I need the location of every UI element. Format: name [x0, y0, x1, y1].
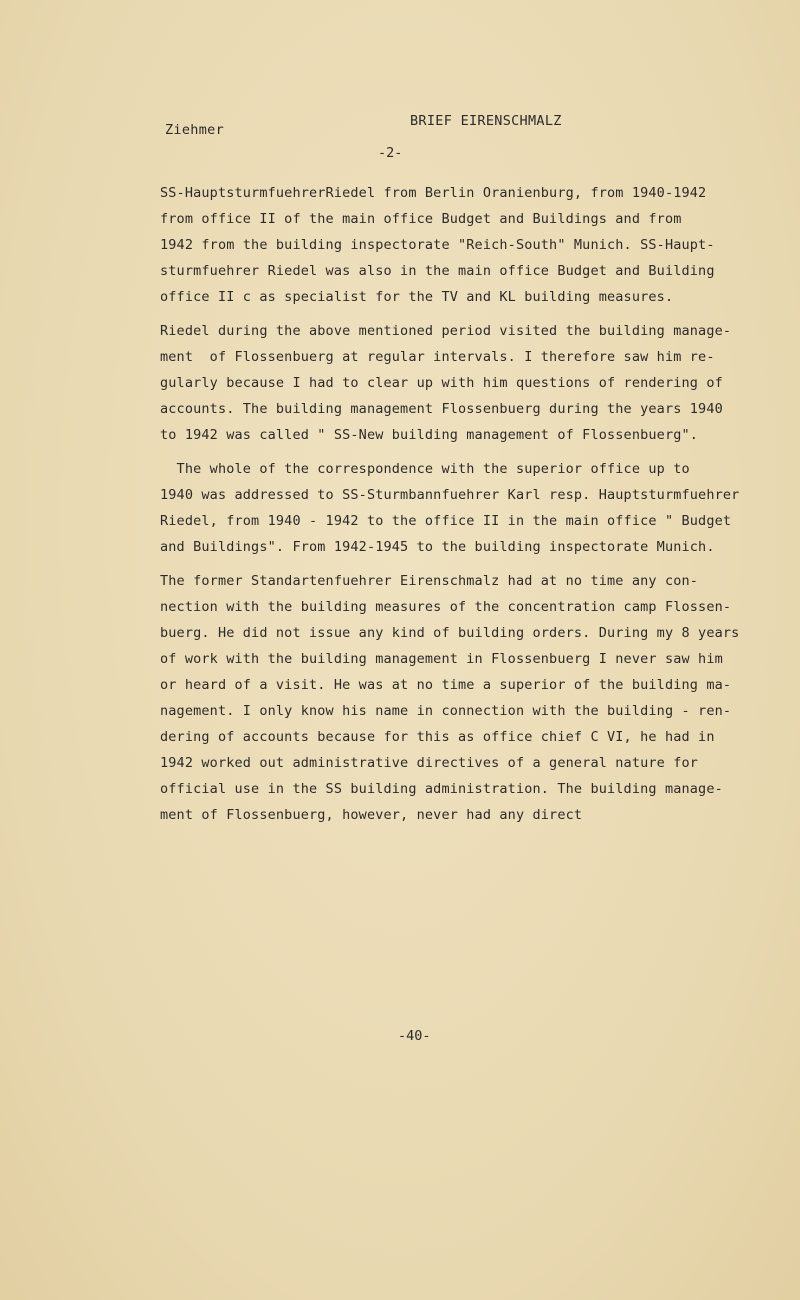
- document-body: [160, 180, 760, 828]
- header-author: Ziehmer: [165, 122, 224, 138]
- header-title: BRIEF EIRENSCHMALZ: [410, 113, 562, 129]
- text-line: accounts. The building management Flossenbuerg during the years 1940: [160, 401, 723, 417]
- text-line: from office II of the main office Budget and Buildings and from: [160, 211, 682, 227]
- text-line: SS-HauptsturmfuehrerRiedel from Berlin Oranienburg, from 1940-1942: [160, 185, 707, 201]
- paragraph-1: [160, 180, 760, 310]
- text-line: The former Standartenfuehrer Eirenschmalz had at no time any con-: [160, 573, 699, 589]
- text-line: 1940 was addressed to SS-Sturmbannfuehrer Karl resp. Hauptsturmfuehrer: [160, 487, 740, 503]
- text-line: to 1942 was called " SS-New building management of Flossenbuerg".: [160, 427, 699, 443]
- text-line: and Buildings". From 1942-1945 to the building inspectorate Munich.: [160, 539, 715, 555]
- text-line: ment of Flossenbuerg, however, never had any direct: [160, 807, 583, 823]
- text-line: dering of accounts because for this as office chief C VI, he had in: [160, 729, 715, 745]
- text-line: of work with the building management in Flossenbuerg I never saw him: [160, 651, 723, 667]
- paragraph-4: [160, 568, 760, 828]
- paragraph-2: [160, 318, 760, 448]
- text-line: nection with the building measures of the concentration camp Flossen-: [160, 599, 732, 615]
- text-line: The whole of the correspondence with the superior office up to: [160, 461, 690, 477]
- text-line: nagement. I only know his name in connection with the building - ren-: [160, 703, 732, 719]
- text-line: official use in the SS building administration. The building manage-: [160, 781, 723, 797]
- text-line: Riedel, from 1940 - 1942 to the office II in the main office " Budget: [160, 513, 732, 529]
- text-line: office II c as specialist for the TV and KL building measures.: [160, 289, 674, 305]
- text-line: 1942 worked out administrative directives of a general nature for: [160, 755, 699, 771]
- page-number: -2-: [378, 145, 403, 161]
- text-line: 1942 from the building inspectorate "Reich-South" Munich. SS-Haupt-: [160, 237, 715, 253]
- text-line: gularly because I had to clear up with him questions of rendering of: [160, 375, 723, 391]
- text-line: sturmfuehrer Riedel was also in the main office Budget and Building: [160, 263, 715, 279]
- text-line: buerg. He did not issue any kind of building orders. During my 8 years: [160, 625, 740, 641]
- text-line: ment of Flossenbuerg at regular intervals. I therefore saw him re-: [160, 349, 715, 365]
- footer-page-number: -40-: [398, 1028, 431, 1044]
- paragraph-3: [160, 456, 760, 560]
- text-line: Riedel during the above mentioned period visited the building manage-: [160, 323, 732, 339]
- text-line: or heard of a visit. He was at no time a superior of the building ma-: [160, 677, 732, 693]
